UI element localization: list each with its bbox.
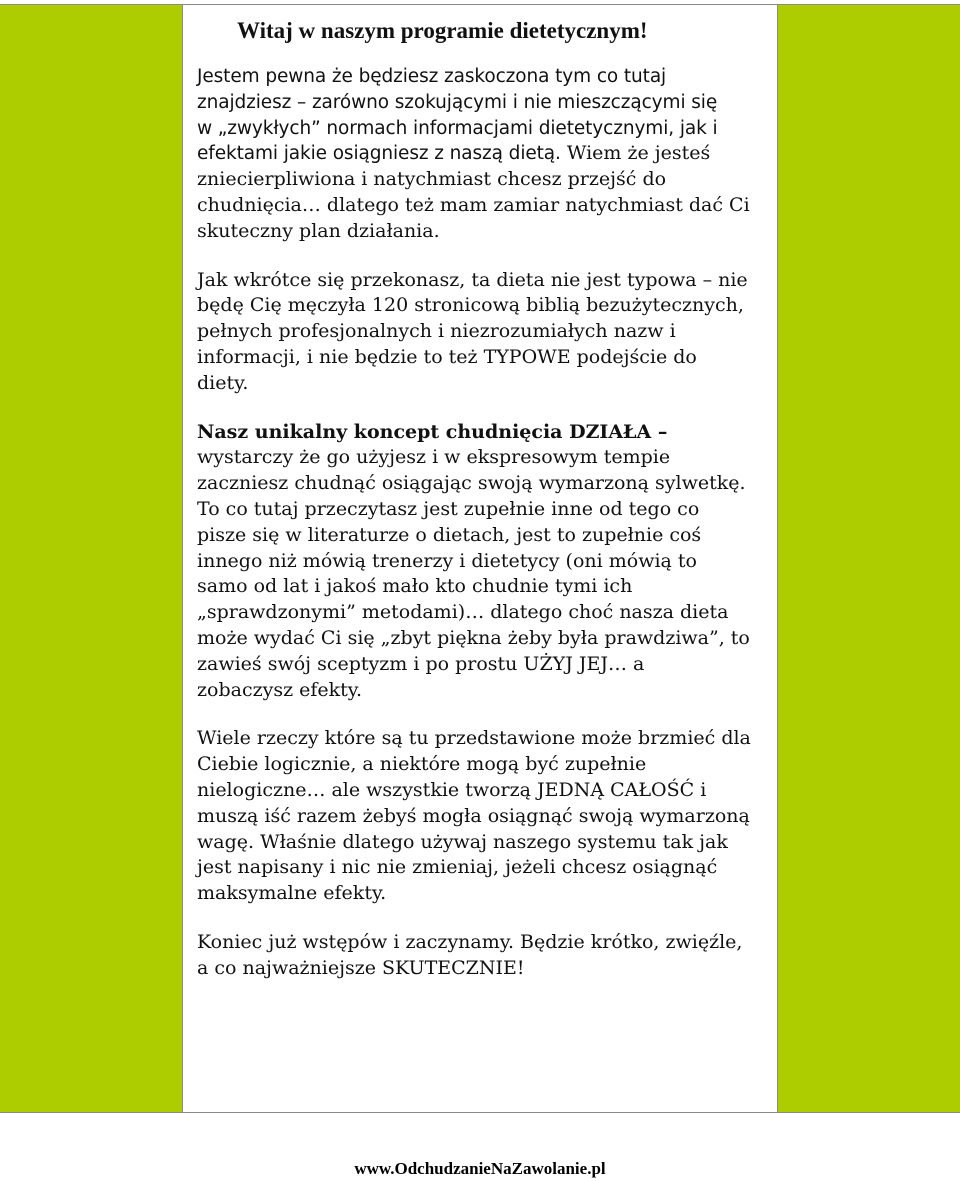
concept-headline: Nasz unikalny koncept chudnięcia DZIAŁA – [197, 420, 668, 443]
body-line: wystarczy że go użyjesz i w ekspresowym tempie [197, 446, 671, 469]
left-side-panel [0, 4, 183, 1113]
right-side-panel [777, 4, 960, 1113]
body-line: może wydać Ci się „zbyt piękna żeby była prawdziwa”, to [197, 626, 750, 649]
body-line: samo od lat i jakoś mało kto chudnie tymi ich [197, 575, 633, 598]
footer-url: www.OdchudzanieNaZawolanie.pl [354, 1159, 606, 1178]
footer [0, 1159, 960, 1179]
page-title: Witaj w naszym programie dietetycznym! [237, 18, 648, 43]
body-line: Ciebie logicznie, a niektóre mogą być zupełnie [197, 753, 647, 776]
paragraph-intro [197, 64, 767, 245]
intro-line: znajdziesz – zarówno szokującymi i nie mieszczącymi się [197, 91, 718, 113]
intro-line: skuteczny plan działania. [197, 219, 440, 242]
paragraph-concept [197, 420, 767, 704]
body-line: pisze się w literaturze o dietach, jest to zupełnie coś [197, 523, 702, 546]
paragraph-typical [197, 268, 767, 397]
body-line: pełnych profesjonalnych i niezrozumiałych nazw i [197, 320, 676, 343]
body-line: jest napisany i nic nie zmieniaj, jeżeli chcesz osiągnąć [197, 856, 718, 879]
paragraph-whole [197, 726, 767, 907]
body-line: nielogiczne… ale wszystkie tworzą JEDNĄ CAŁOŚĆ i [197, 778, 707, 801]
body-line: Koniec już wstępów i zaczynamy. Będzie krótko, zwięźle, [197, 930, 743, 953]
body-line: innego niż mówią trenerzy i dietetycy (oni mówią to [197, 549, 697, 572]
intro-line: Jestem pewna że będziesz zaskoczona tym co tutaj [197, 66, 667, 87]
intro-line: efektami jakie osiągniesz z naszą dietą. [197, 143, 561, 165]
body-line: zawieś swój sceptyzm i po prostu UŻYJ JEJ… a [197, 652, 645, 675]
document-body [197, 16, 767, 982]
body-line: To co tutaj przeczytasz jest zupełnie inne od tego co [197, 497, 700, 520]
intro-line: Wiem że jesteś [560, 142, 711, 165]
body-line: wagę. Właśnie dlatego używaj naszego systemu tak jak [197, 830, 728, 853]
body-line: „sprawdzonymi” metodami)… dlatego choć nasza dieta [197, 601, 729, 624]
body-line: diety. [197, 371, 249, 394]
body-line: zobaczysz efekty. [197, 678, 363, 701]
intro-line: w „zwykłych” normach informacjami dietetycznymi, jak i [197, 117, 718, 139]
intro-line: zniecierpliwiona i natychmiast chcesz przejść do [197, 168, 667, 191]
body-line: muszą iść razem żebyś mogła osiągnąć swoją wymarzoną [197, 804, 750, 827]
body-line: a co najważniejsze SKUTECZNIE! [197, 956, 525, 979]
body-line: Jak wkrótce się przekonasz, ta dieta nie jest typowa – nie [197, 268, 748, 291]
body-line: zaczniesz chudnąć osiągając swoją wymarzoną sylwetkę. [197, 472, 746, 495]
intro-line: chudnięcia… dlatego też mam zamiar natychmiast dać Ci [197, 193, 750, 216]
paragraph-closing [197, 930, 767, 982]
body-line: będę Cię męczyła 120 stronicową biblią bezużytecznych, [197, 294, 744, 317]
body-line: Wiele rzeczy które są tu przedstawione może brzmieć dla [197, 727, 751, 750]
body-line: informacji, i nie będzie to też TYPOWE podejście do [197, 345, 697, 368]
body-line: maksymalne efekty. [197, 882, 387, 905]
